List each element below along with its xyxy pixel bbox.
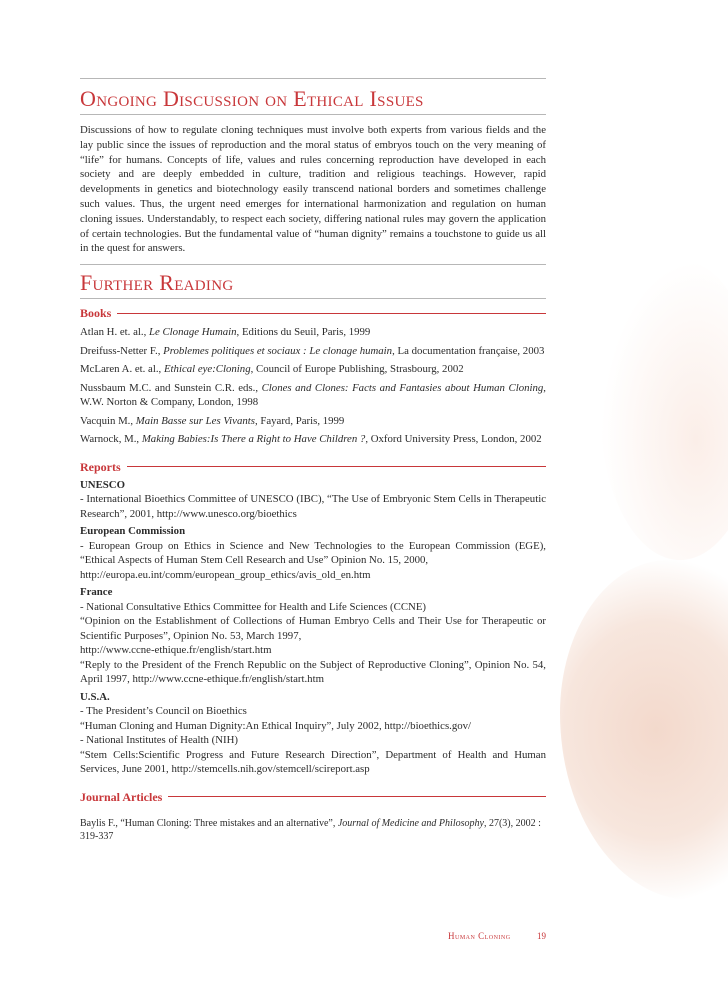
report-organization: U.S.A. [80, 690, 110, 703]
journals-heading-line [168, 796, 546, 797]
reports-label: Reports [80, 459, 121, 474]
book-entry-title: Main Basse sur Les Vivants [135, 414, 255, 427]
book-entry-post: , Editions du Seuil, Paris, 1999 [236, 326, 371, 339]
report-line: - The President’s Council on Bioethics [80, 705, 247, 718]
book-entry-title: Problemes politiques et sociaux : Le clonage humain [163, 344, 393, 357]
book-entry-post: , Council of Europe Publishing, Strasbourg, 2002 [250, 363, 464, 376]
report-organization: UNESCO [80, 478, 125, 491]
journal-entry-post: , 27(3), 2002 : 319-337 [80, 817, 541, 842]
books-label: Books [80, 306, 112, 321]
book-entry-pre: Vacquin M., [80, 414, 136, 427]
book-entry-title: Ethical eye:Cloning [163, 363, 251, 376]
page-content [80, 78, 546, 843]
book-entry-pre: Warnock, M., [80, 433, 142, 446]
further-reading-rule [80, 298, 546, 299]
book-entry-title: Making Babies:Is There a Right to Have Children ? [141, 433, 366, 446]
book-entry [80, 344, 546, 359]
further-reading-heading: Further Reading [80, 270, 234, 296]
book-entry-pre: McLaren A. et. al., [80, 363, 164, 376]
report-organization: European Commission [80, 525, 186, 538]
report-line: - European Group on Ethics in Science and New Technologies to the European Commission (EGE), “Ethical Aspects of Human Stem Cell Research and Use” Opinion No. 15, 2000, [80, 539, 546, 567]
footer-label: Human Cloning [448, 931, 511, 941]
book-entry-post: , La documentation française, 2003 [392, 344, 545, 357]
report-line: - National Consultative Ethics Committee for Health and Life Sciences (CCNE) [80, 600, 427, 613]
ethics-heading: Ongoing Discussion on Ethical Issues [80, 86, 424, 111]
book-entry-post: , W.W. Norton & Company, London, 1998 [80, 381, 546, 409]
journals-heading [80, 789, 546, 805]
report-line: - International Bioethics Committee of UNESCO (IBC), “The Use of Embryonic Stem Cells in Therapeutic Research”, 2001, http://www.unesco.org/bioethics [80, 493, 546, 520]
book-entry [80, 381, 546, 410]
book-entry [80, 432, 546, 447]
report-line: http://www.ccne-ethique.fr/english/start.htm [80, 644, 272, 657]
book-entry-pre: Dreifuss-Netter F., [80, 344, 164, 357]
book-entry [80, 362, 546, 377]
report-line: “Reply to the President of the French Republic on the Subject of Reproductive Cloning”, Opinion No. 54, April 1997, http://www.ccne-ethique.fr/english/start.htm [80, 658, 546, 686]
journal-entry [80, 817, 546, 843]
book-entry [80, 414, 546, 429]
report-line: “Human Cloning and Human Dignity:An Ethical Inquiry”, July 2002, http://bioethics.gov/ [80, 719, 472, 732]
report-line: “Opinion on the Establishment of Collections of Human Embryo Cells and Their Use for Therapeutic or Scientific Purposes”, Opinion No. 53, March 1997, [80, 615, 546, 642]
book-entry-pre: Atlan H. et. al., [80, 326, 149, 339]
face-background-image [560, 560, 728, 900]
books-heading [80, 305, 546, 321]
ethics-paragraph: Discussions of how to regulate cloning techniques must involve both experts from various fields and the lay public since the issues of reproduction and the moral status of embryos touch on the very meaning of “life” for humans. Concepts of life, values and rules concerning reproduction have developed in each society and are deeply embedded in culture, tradition and religious teachings. However, rapid developments in genetics and biotechnology easily transcend national borders and sometimes challenge such values. Thus, the urgent need emerges for international harmonization and regulation on human cloning issues. Understandably, to respect each society, differing national rules may govern the application of certain technologies. But the fundamental value of “human dignity” remains a touchstone to guide us all in the quest for answers. [80, 124, 546, 255]
books-heading-line [117, 313, 546, 314]
book-entry-title: Clones and Clones: Facts and Fantasies about Human Cloning [261, 381, 544, 394]
book-entry-post: , Oxford University Press, London, 2002 [365, 433, 542, 446]
book-entry-post: , Fayard, Paris, 1999 [254, 414, 345, 427]
section-divider [80, 264, 546, 265]
reports-heading [80, 459, 546, 475]
report-line: “Stem Cells:Scientific Progress and Future Research Direction”, Department of Health and Human Services, June 2001, http://stemcells.nih.gov/stemcell/scireport.asp [80, 748, 546, 776]
book-entry-pre: Nussbaum M.C. and Sunstein C.R. eds., [80, 381, 262, 394]
journals-label: Journal Articles [80, 789, 163, 804]
journal-entry-pre: Baylis F., “Human Cloning: Three mistakes and an alternative”, [80, 817, 338, 829]
reports-heading-line [127, 466, 546, 467]
page-number: 19 [537, 931, 546, 941]
report-line: - National Institutes of Health (NIH) [80, 734, 239, 747]
book-entry-title: Le Clonage Humain [148, 326, 237, 339]
face-background-highlight [600, 260, 728, 560]
report-line: http://europa.eu.int/comm/european_group_ethics/avis_old_en.htm [80, 568, 371, 581]
top-rule [80, 78, 546, 79]
journal-entry-title: Journal of Medicine and Philosophy [337, 817, 484, 829]
book-entry [80, 325, 546, 340]
books-list [80, 325, 546, 447]
ethics-heading-rule [80, 114, 546, 115]
reports-list [80, 478, 546, 777]
report-organization: France [80, 586, 113, 599]
